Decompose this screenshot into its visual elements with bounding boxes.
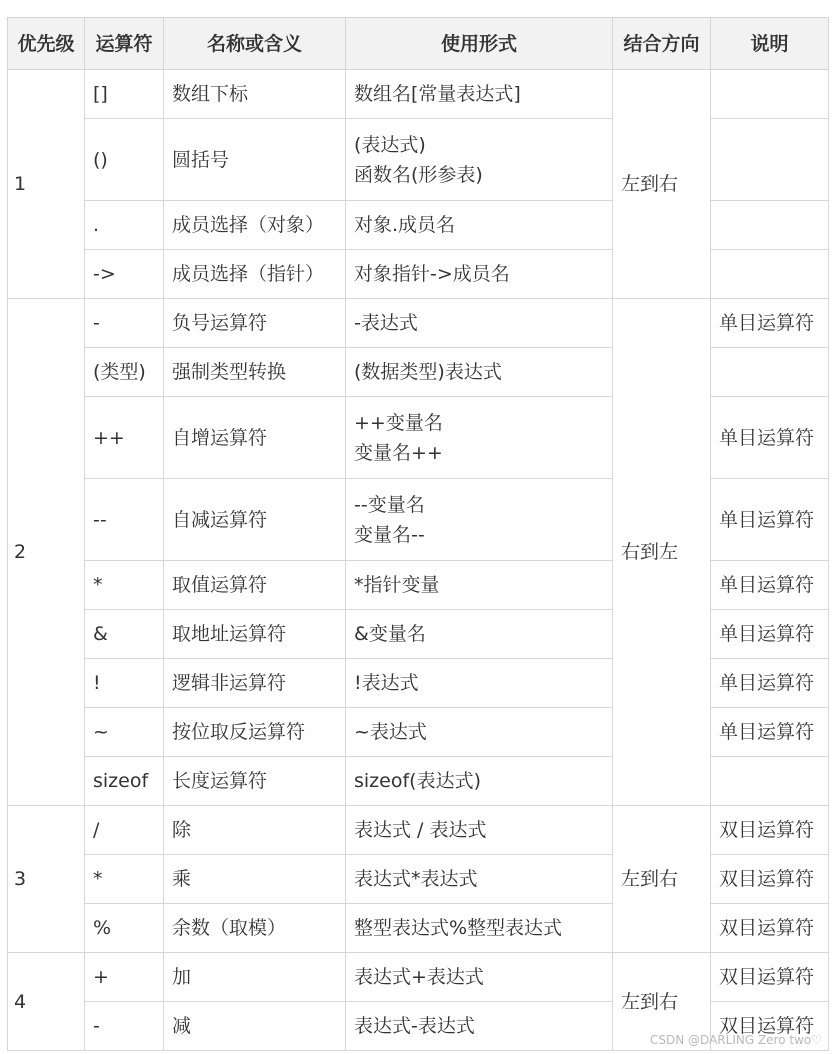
name-cell: 减 (164, 1002, 346, 1051)
note-cell: 双目运算符 (711, 855, 829, 904)
usage-line: 函数名(形参表) (354, 163, 483, 186)
name-cell: 按位取反运算符 (164, 708, 346, 757)
direction-cell: 左到右 (613, 70, 711, 299)
usage-line: *指针变量 (354, 574, 440, 596)
usage-line: --变量名 (354, 493, 425, 516)
usage-cell (346, 855, 613, 904)
table-row (8, 70, 829, 119)
operator-cell: () (85, 119, 164, 201)
operator-cell: -- (85, 479, 164, 561)
name-cell: 逻辑非运算符 (164, 659, 346, 708)
operator-cell: sizeof (85, 757, 164, 806)
operator-cell: % (85, 904, 164, 953)
name-cell: 乘 (164, 855, 346, 904)
note-cell (711, 119, 829, 201)
name-cell: 余数（取模） (164, 904, 346, 953)
operator-cell: ~ (85, 708, 164, 757)
name-cell: 成员选择（指针） (164, 250, 346, 299)
usage-cell (346, 201, 613, 250)
usage-line: 对象.成员名 (354, 214, 456, 236)
priority-cell: 4 (8, 953, 85, 1051)
usage-cell (346, 70, 613, 119)
operator-cell: (类型) (85, 348, 164, 397)
table-row (8, 806, 829, 855)
usage-line: 表达式*表达式 (354, 868, 478, 890)
usage-line: -表达式 (354, 312, 418, 334)
operator-cell: + (85, 953, 164, 1002)
note-cell: 单目运算符 (711, 299, 829, 348)
note-cell: 单目运算符 (711, 708, 829, 757)
table-row (8, 299, 829, 348)
header-name: 名称或含义 (164, 18, 346, 70)
usage-cell (346, 479, 613, 561)
usage-cell (346, 659, 613, 708)
usage-cell (346, 348, 613, 397)
priority-cell: 1 (8, 70, 85, 299)
operator-cell: * (85, 855, 164, 904)
usage-line: 表达式+表达式 (354, 966, 484, 988)
header-row (8, 18, 829, 70)
priority-cell: 3 (8, 806, 85, 953)
name-cell: 负号运算符 (164, 299, 346, 348)
usage-cell (346, 1002, 613, 1051)
usage-line: 对象指针->成员名 (354, 263, 510, 285)
direction-cell: 左到右 (613, 953, 711, 1051)
usage-line: 表达式-表达式 (354, 1015, 475, 1037)
name-cell: 除 (164, 806, 346, 855)
note-cell (711, 757, 829, 806)
operator-cell: - (85, 299, 164, 348)
note-cell (711, 348, 829, 397)
usage-cell (346, 397, 613, 479)
header-usage: 使用形式 (346, 18, 613, 70)
name-cell: 圆括号 (164, 119, 346, 201)
operator-cell: ++ (85, 397, 164, 479)
name-cell: 取值运算符 (164, 561, 346, 610)
usage-line: !表达式 (354, 672, 419, 694)
name-cell: 加 (164, 953, 346, 1002)
header-direction: 结合方向 (613, 18, 711, 70)
note-cell: 双目运算符 (711, 953, 829, 1002)
header-operator: 运算符 (85, 18, 164, 70)
note-cell: 单目运算符 (711, 610, 829, 659)
usage-line: sizeof(表达式) (354, 770, 481, 792)
note-cell: 单目运算符 (711, 659, 829, 708)
usage-cell (346, 953, 613, 1002)
name-cell: 取地址运算符 (164, 610, 346, 659)
usage-cell (346, 250, 613, 299)
usage-cell (346, 561, 613, 610)
priority-cell: 2 (8, 299, 85, 806)
direction-cell: 左到右 (613, 806, 711, 953)
table-body (8, 70, 829, 1051)
operator-cell: [] (85, 70, 164, 119)
table-row (8, 953, 829, 1002)
usage-cell (346, 119, 613, 201)
usage-line: 数组名[常量表达式] (354, 83, 521, 105)
name-cell: 强制类型转换 (164, 348, 346, 397)
usage-line: 表达式 / 表达式 (354, 819, 487, 841)
operator-cell: / (85, 806, 164, 855)
operator-cell: ! (85, 659, 164, 708)
name-cell: 长度运算符 (164, 757, 346, 806)
note-cell: 双目运算符 (711, 1002, 829, 1051)
operator-cell: & (85, 610, 164, 659)
name-cell: 数组下标 (164, 70, 346, 119)
operator-cell: . (85, 201, 164, 250)
usage-line: 变量名++ (354, 441, 443, 464)
name-cell: 自增运算符 (164, 397, 346, 479)
usage-line: 整型表达式%整型表达式 (354, 917, 563, 939)
operator-cell: - (85, 1002, 164, 1051)
usage-line: ++变量名 (354, 411, 443, 434)
usage-cell (346, 904, 613, 953)
usage-line: (表达式) (354, 133, 426, 156)
note-cell (711, 201, 829, 250)
usage-cell (346, 610, 613, 659)
operator-precedence-table (7, 17, 829, 1051)
note-cell: 单目运算符 (711, 479, 829, 561)
operator-cell: -> (85, 250, 164, 299)
usage-line: &变量名 (354, 623, 426, 645)
usage-line: 变量名-- (354, 523, 425, 546)
note-cell: 单目运算符 (711, 397, 829, 479)
name-cell: 成员选择（对象） (164, 201, 346, 250)
watermark: CSDN @DARLING Zero two♡ (650, 1033, 822, 1047)
usage-line: (数据类型)表达式 (354, 361, 502, 383)
note-cell: 单目运算符 (711, 561, 829, 610)
usage-cell (346, 806, 613, 855)
note-cell (711, 250, 829, 299)
operator-cell: * (85, 561, 164, 610)
usage-cell (346, 708, 613, 757)
name-cell: 自减运算符 (164, 479, 346, 561)
header-note: 说明 (711, 18, 829, 70)
header-priority: 优先级 (8, 18, 85, 70)
usage-cell (346, 299, 613, 348)
usage-cell (346, 757, 613, 806)
note-cell: 双目运算符 (711, 806, 829, 855)
direction-cell: 右到左 (613, 299, 711, 806)
note-cell: 双目运算符 (711, 904, 829, 953)
usage-line: ~表达式 (354, 721, 427, 743)
note-cell (711, 70, 829, 119)
